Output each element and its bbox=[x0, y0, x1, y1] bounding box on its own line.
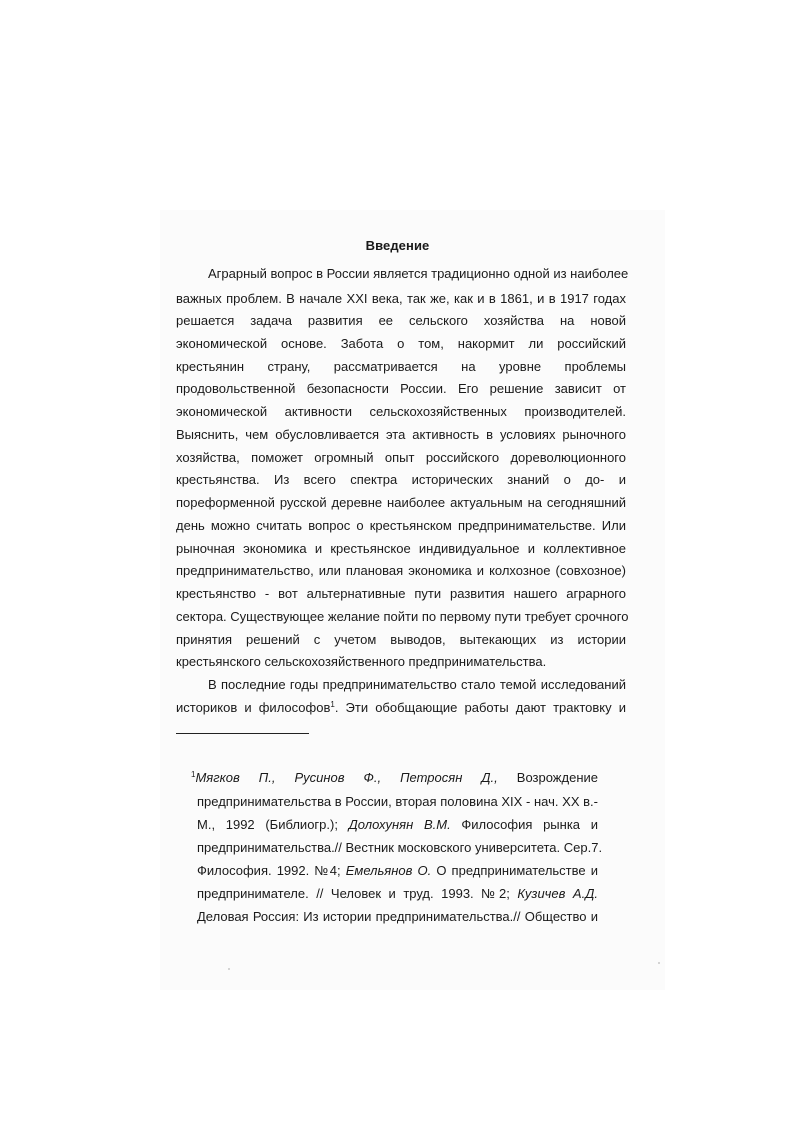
author-name: Русинов Ф., bbox=[294, 770, 382, 785]
text-fragment: предпринимателе. // Человек и труд. 1993. №2; bbox=[197, 886, 510, 901]
text-fragment: Возрождение bbox=[516, 770, 598, 785]
text-line: день можно считать вопрос о крестьянском предпринимательстве. Или bbox=[176, 518, 626, 533]
text-line: Аграрный вопрос в России является традиционно одной из наиболее bbox=[208, 266, 629, 281]
text-fragment: . Эти обобщающие работы дают трактовку и bbox=[334, 700, 626, 715]
page-title: Введение bbox=[365, 238, 430, 253]
text-fragment: О предпринимательстве и bbox=[436, 863, 598, 878]
footnote-line bbox=[197, 863, 598, 879]
text-line: хозяйства, поможет огромный опыт российского дореволюционного bbox=[176, 450, 626, 465]
text-fragment: М., 1992 (Библиогр.); bbox=[197, 817, 338, 832]
scan-speck bbox=[228, 968, 230, 970]
text-fragment: историков и философов bbox=[176, 700, 331, 715]
text-fragment: Философия рынка и bbox=[461, 817, 598, 832]
scan-speck bbox=[658, 962, 660, 964]
footnote-line bbox=[191, 770, 598, 786]
footnote-line: Деловая Россия: Из истории предпринимательства.// Общество и bbox=[197, 909, 598, 924]
text-line: важных проблем. В начале XXI века, так же, как и в 1861, и в 1917 годах bbox=[176, 291, 626, 306]
text-line: решается задача развития ее сельского хозяйства на новой bbox=[176, 313, 626, 328]
footnote-line: предпринимательства.// Вестник московского университета. Сер.7. bbox=[197, 840, 603, 855]
author-name: Емельянов О. bbox=[345, 863, 432, 878]
text-line: рыночная экономика и крестьянское индивидуальное и коллективное bbox=[176, 541, 626, 556]
text-line: Выяснить, чем обусловливается эта активность в условиях рыночного bbox=[176, 427, 626, 442]
text-line: принятия решений с учетом выводов, вытекающих из истории bbox=[176, 632, 626, 647]
text-line: экономической основе. Забота о том, накормит ли российский bbox=[176, 336, 626, 351]
text-line: крестьянства. Из всего спектра исторических знаний о до- и bbox=[176, 472, 626, 487]
text-line: сектора. Существующее желание пойти по первому пути требует срочного bbox=[176, 609, 629, 624]
footnote-line: предпринимательства в России, вторая половина XIX - нач. XX в.- bbox=[197, 794, 598, 809]
text-line: пореформенной русской деревне наиболее актуальным на сегодняшний bbox=[176, 495, 626, 510]
author-name: Мягков П., bbox=[195, 770, 276, 785]
footnote-line bbox=[197, 886, 598, 902]
text-line bbox=[176, 700, 626, 716]
footnote-reference[interactable]: 1 bbox=[330, 700, 335, 709]
author-name: Долохунян В.М. bbox=[348, 817, 451, 832]
footnote-mark: 1 bbox=[191, 770, 196, 779]
text-line: предпринимательство, или плановая экономика и колхозное (совхозное) bbox=[176, 563, 626, 578]
text-line: крестьянин страну, рассматривается на уровне проблемы bbox=[176, 359, 626, 374]
footnote-separator bbox=[176, 733, 309, 734]
footnote-line bbox=[197, 817, 598, 833]
text-line: В последние годы предпринимательство стало темой исследований bbox=[208, 677, 626, 692]
author-name: Петросян Д., bbox=[400, 770, 498, 785]
text-fragment: Философия. 1992. №4; bbox=[197, 863, 341, 878]
text-line: экономической активности сельскохозяйственных производителей. bbox=[176, 404, 626, 419]
author-name: Кузичев А.Д. bbox=[517, 886, 598, 901]
text-line: продовольственной безопасности России. Его решение зависит от bbox=[176, 381, 626, 396]
text-line: крестьянство - вот альтернативные пути развития нашего аграрного bbox=[176, 586, 626, 601]
text-line: крестьянского сельскохозяйственного предпринимательства. bbox=[176, 654, 547, 669]
